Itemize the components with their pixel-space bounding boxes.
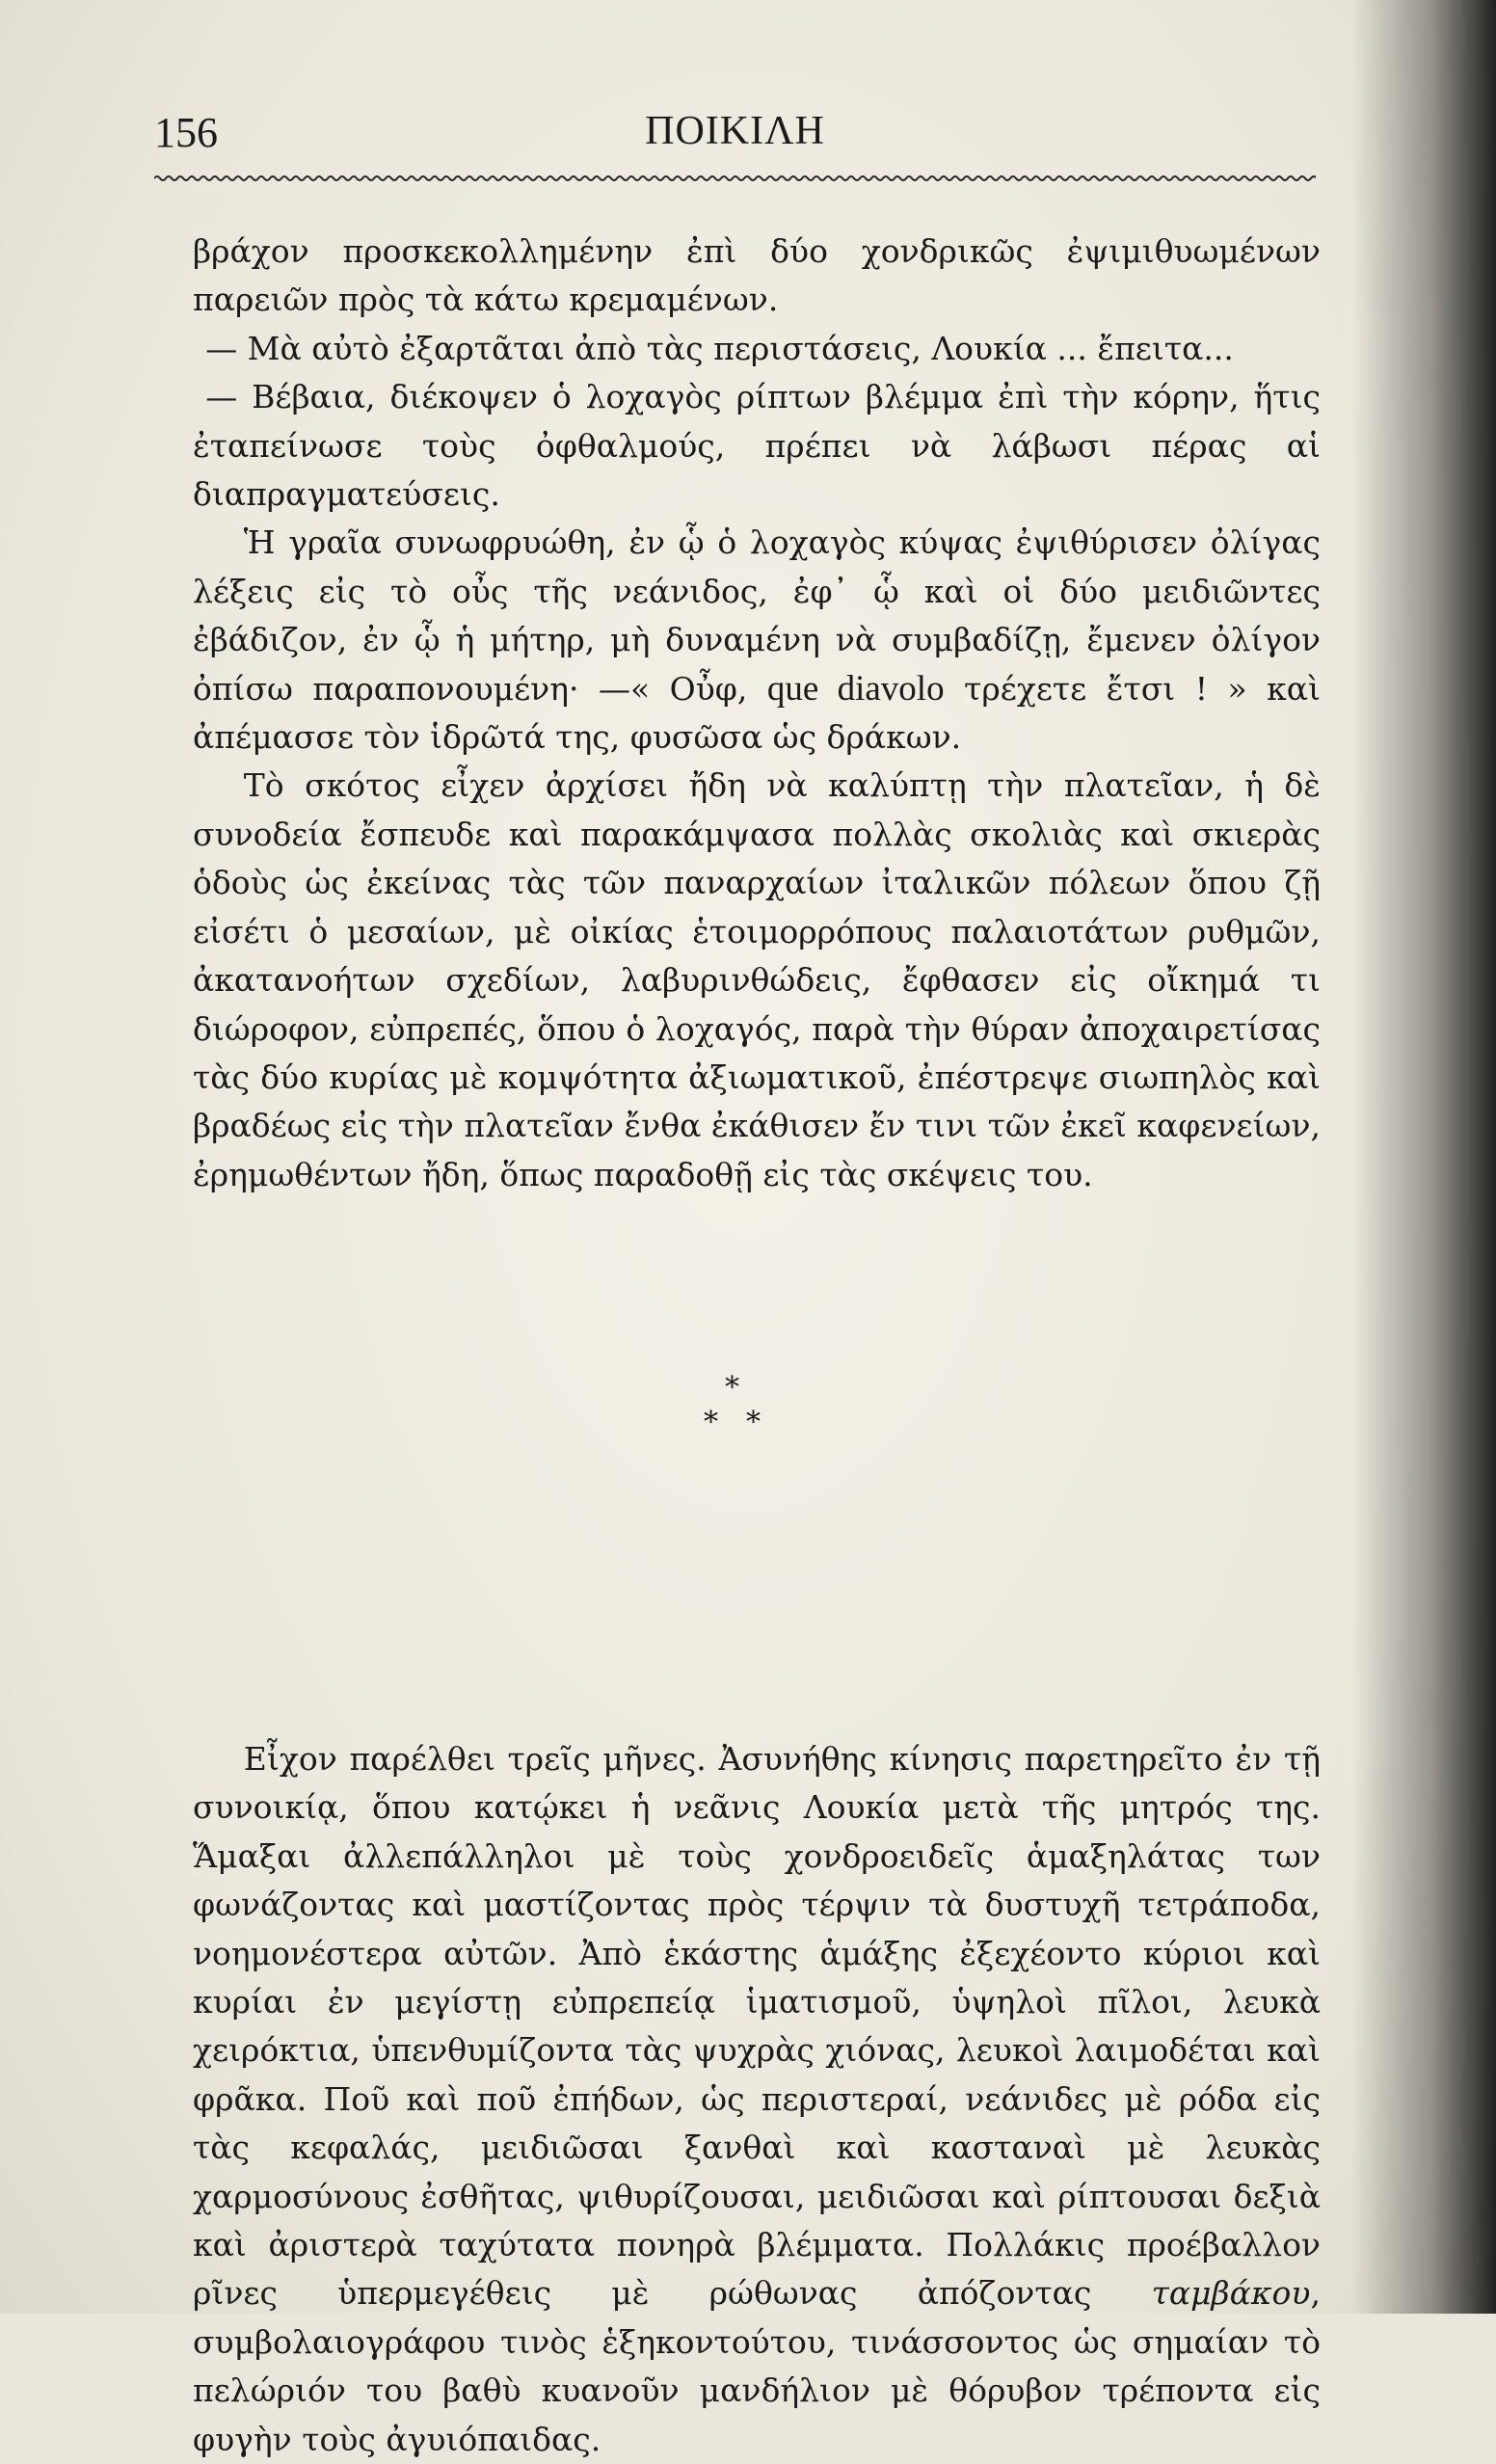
paragraph-old-woman-text: Ἡ γραῖα συνωφρυώθη, ἐν ᾧ ὁ λοχαγὸς κύψας ἐψιθύρισεν ὀλίγας λέξεις εἰς τὸ οὖς τῆς νεάνιδος, ἐφ᾽ ᾧ καὶ οἱ δύο μειδιῶντες ἐβάδιζον, ἐν ᾧ ἡ μήτηρ, μὴ δυναμένη νὰ συμβαδίζῃ, ἔμενεν ὀλίγον ὀπίσω παραπονουμένη· —« Οὖφ, [193, 523, 1321, 708]
asterism-star-left: * [704, 1406, 718, 1439]
paragraph-continuation: βράχον προσκεκολλημένην ἐπὶ δύο χονδρικῶς ἐψιμιθυωμένων παρειῶν πρὸς τὰ κάτω κρεμαμένων. [193, 232, 1321, 319]
text-block-1 [193, 228, 1321, 1199]
italic-word: ταμβάκου [1151, 2274, 1311, 2313]
paragraph-three-months-text-b: , συμβολαιογράφου τινὸς ἑξηκοντούτου, τινάσσοντος ὡς σημαίαν τὸ πελώριόν του βαθὺ κυανοῦν μανδήλιον μὲ θόρυβον τρέποντα εἰς φυγὴν τοὺς ἀγυιόπαιδας. [193, 2274, 1321, 2458]
latin-quote: que diavolo [766, 668, 945, 709]
page-edge-shadow [1351, 0, 1496, 2314]
asterism-star-right: * [746, 1406, 761, 1439]
paragraph-dialogue-2: — Βέβαια, διέκοψεν ὁ λοχαγὸς ρίπτων βλέμμα ἐπὶ τὴν κόρην, ἥτις ἐταπείνωσε τοὺς ὀφθαλμούς, πρέπει νὰ λάβωσι πέρας αἱ διαπραγματεύσεις. [193, 378, 1321, 514]
wavy-header-rule [154, 172, 1316, 185]
running-title: ΠΟΙΚΙΛΗ [645, 109, 825, 153]
asterism [675, 1371, 790, 1451]
quote-rest: τρέχετε ἔτσι ! » καὶ ἀπέμασσε τὸν ἱδρῶτά της, φυσῶσα ὡς δράκων. [193, 669, 1321, 757]
paragraph-three-months [193, 1735, 1321, 2464]
page-number: 156 [154, 109, 218, 156]
paragraph-three-months-text-a: Εἶχον παρέλθει τρεῖς μῆνες. Ἀσυνήθης κίνησις παρετηρεῖτο ἐν τῇ συνοικίᾳ, ὅπου κατῴκει ἡ νεᾶνις Λουκία μετὰ τῆς μητρός της. Ἅμαξαι ἀλλεπάλληλοι μὲ τοὺς χονδροειδεῖς ἁμαξηλάτας των φωνάζοντας καὶ μαστίζοντας πρὸς τέρψιν τὰ δυστυχῆ τετράποδα, νοημονέστερα αὐτῶν. Ἀπὸ ἑκάστης ἁμάξης ἐξεχέοντο κύριοι καὶ κυρίαι ἐν μεγίστῃ εὐπρεπείᾳ ἱματισμοῦ, ὑψηλοὶ πῖλοι, λευκὰ χειρόκτια, ὑπενθυμίζοντα τὰς ψυχρὰς χιόνας, λευκοὶ λαιμοδέται καὶ φρᾶκα. Ποῦ καὶ ποῦ ἐπήδων, ὡς περιστεραί, νεάνιδες μὲ ρόδα εἰς τὰς κεφαλάς, μειδιῶσαι ξανθαὶ καὶ κασταναὶ μὲ λευκὰς χαρμοσύνους ἐσθῆτας, ψιθυρίζουσαι, μειδιῶσαι καὶ ρίπτουσαι δεξιὰ καὶ ἀριστερὰ ταχύτατα πονηρὰ βλέμματα. Πολλάκις προέβαλλον ρῖνες ὑπερμεγέθεις μὲ ρώθωνας ἀπόζοντας [193, 1740, 1321, 2313]
asterism-star-top: * [725, 1371, 739, 1405]
paragraph-old-woman [193, 519, 1321, 762]
text-block-2 [193, 1735, 1321, 2464]
page-header [154, 108, 1316, 166]
paragraph-dialogue-1: — Μὰ αὐτὸ ἐξαρτᾶται ἀπὸ τὰς περιστάσεις, Λουκία ... ἔπειτα... [205, 329, 1234, 367]
paragraph-darkness: Τὸ σκότος εἶχεν ἀρχίσει ἤδη νὰ καλύπτῃ τὴν πλατεῖαν, ἡ δὲ συνοδεία ἔσπευδε καὶ παρακάμψασα πολλὰς σκολιὰς καὶ σκιερὰς ὁδοὺς ὡς ἐκείνας τὰς τῶν παναρχαίων ἰταλικῶν πόλεων ὅπου ζῇ εἰσέτι ὁ μεσαίων, μὲ οἰκίας ἑτοιμορρόπους παλαιοτάτων ρυθμῶν, ἀκατανοήτων σχεδίων, λαβυρινθώδεις, ἔφθασεν εἰς οἴκημά τι διώροφον, εὐπρεπές, ὅπου ὁ λοχαγός, παρὰ τὴν θύραν ἀποχαιρετίσας τὰς δύο κυρίας μὲ κομψότητα ἀξιωματικοῦ, ἐπέστρεψε σιωπηλὸς καὶ βραδέως εἰς τὴν πλατεῖαν ἔνθα ἐκάθισεν ἔν τινι τῶν ἐκεῖ καφενείων, ἐρημωθέντων ἤδη, ὅπως παραδοθῇ εἰς τὰς σκέψεις του. [193, 766, 1321, 1193]
